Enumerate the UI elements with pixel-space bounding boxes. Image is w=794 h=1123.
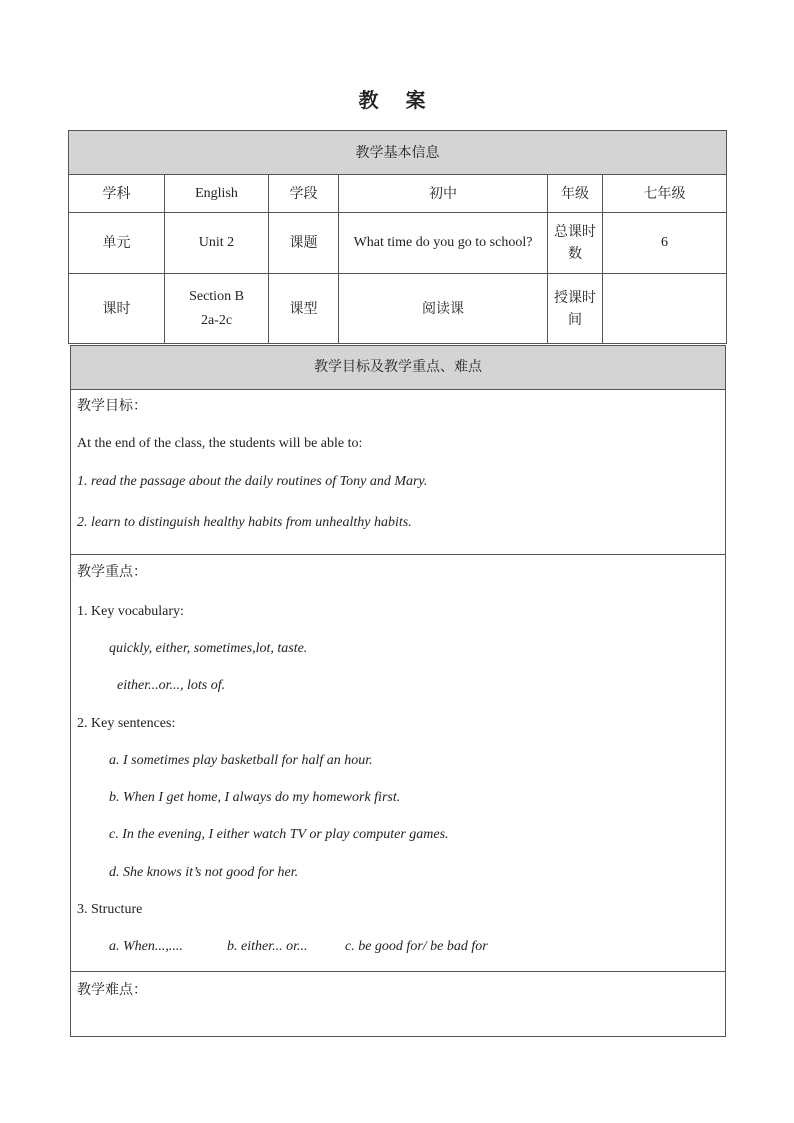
label-subject: 学科 (69, 175, 165, 213)
difficulties-heading: 教学难点： (77, 982, 147, 998)
objectives-section (71, 390, 725, 555)
page-title: 教 案 (358, 88, 436, 112)
value-total-periods: 6 (603, 213, 727, 274)
objective-item: 2. learn to distinguish healthy habits from unhealthy habits. (77, 515, 412, 530)
label-stage: 学段 (269, 175, 339, 213)
label-unit: 单元 (69, 213, 165, 274)
structure-item: c. be good for/ be bad for (345, 939, 488, 954)
key-vocab-line: quickly, either, sometimes,lot, taste. (109, 641, 308, 656)
value-unit: Unit 2 (165, 213, 269, 274)
difficulties-section (71, 972, 725, 1038)
value-teaching-time (603, 274, 727, 344)
key-vocab-label: 1. Key vocabulary: (77, 604, 184, 619)
value-lesson-type: 阅读课 (339, 274, 548, 344)
structure-label: 3. Structure (77, 902, 143, 917)
value-topic: What time do you go to school? (339, 213, 548, 274)
value-period (165, 274, 269, 344)
label-topic: 课题 (269, 213, 339, 274)
label-total-periods: 总课时数 (548, 213, 603, 274)
info-table-header: 教学基本信息 (69, 131, 727, 175)
value-period-line1: Section B (189, 288, 244, 304)
goals-table-header: 教学目标及教学重点、难点 (71, 346, 725, 390)
key-points-section (71, 555, 725, 972)
label-grade: 年级 (548, 175, 603, 213)
key-vocab-line: either...or..., lots of. (117, 678, 226, 693)
structure-item: a. When...,.... (109, 939, 183, 954)
key-sentence: a. I sometimes play basketball for half an hour. (109, 753, 373, 768)
goals-table (70, 345, 726, 1037)
basic-info-table (68, 130, 727, 344)
objective-item: 1. read the passage about the daily routines of Tony and Mary. (77, 474, 428, 489)
value-period-line2: 2a-2c (200, 312, 233, 328)
key-sentence: c. In the evening, I either watch TV or play computer games. (109, 827, 449, 842)
structure-item: b. either... or... (227, 939, 308, 954)
objectives-heading: 教学目标： (77, 398, 147, 414)
key-sentences-label: 2. Key sentences: (77, 716, 176, 731)
label-period: 课时 (69, 274, 165, 344)
objectives-intro: At the end of the class, the students will be able to: (77, 436, 363, 451)
value-grade: 七年级 (603, 175, 727, 213)
key-sentence: d. She knows it’s not good for her. (109, 865, 299, 880)
value-subject: English (165, 175, 269, 213)
label-teaching-time: 授课时间 (548, 274, 603, 344)
key-sentence: b. When I get home, I always do my homework first. (109, 790, 401, 805)
value-stage: 初中 (339, 175, 548, 213)
key-points-heading: 教学重点： (77, 564, 147, 580)
label-lesson-type: 课型 (269, 274, 339, 344)
